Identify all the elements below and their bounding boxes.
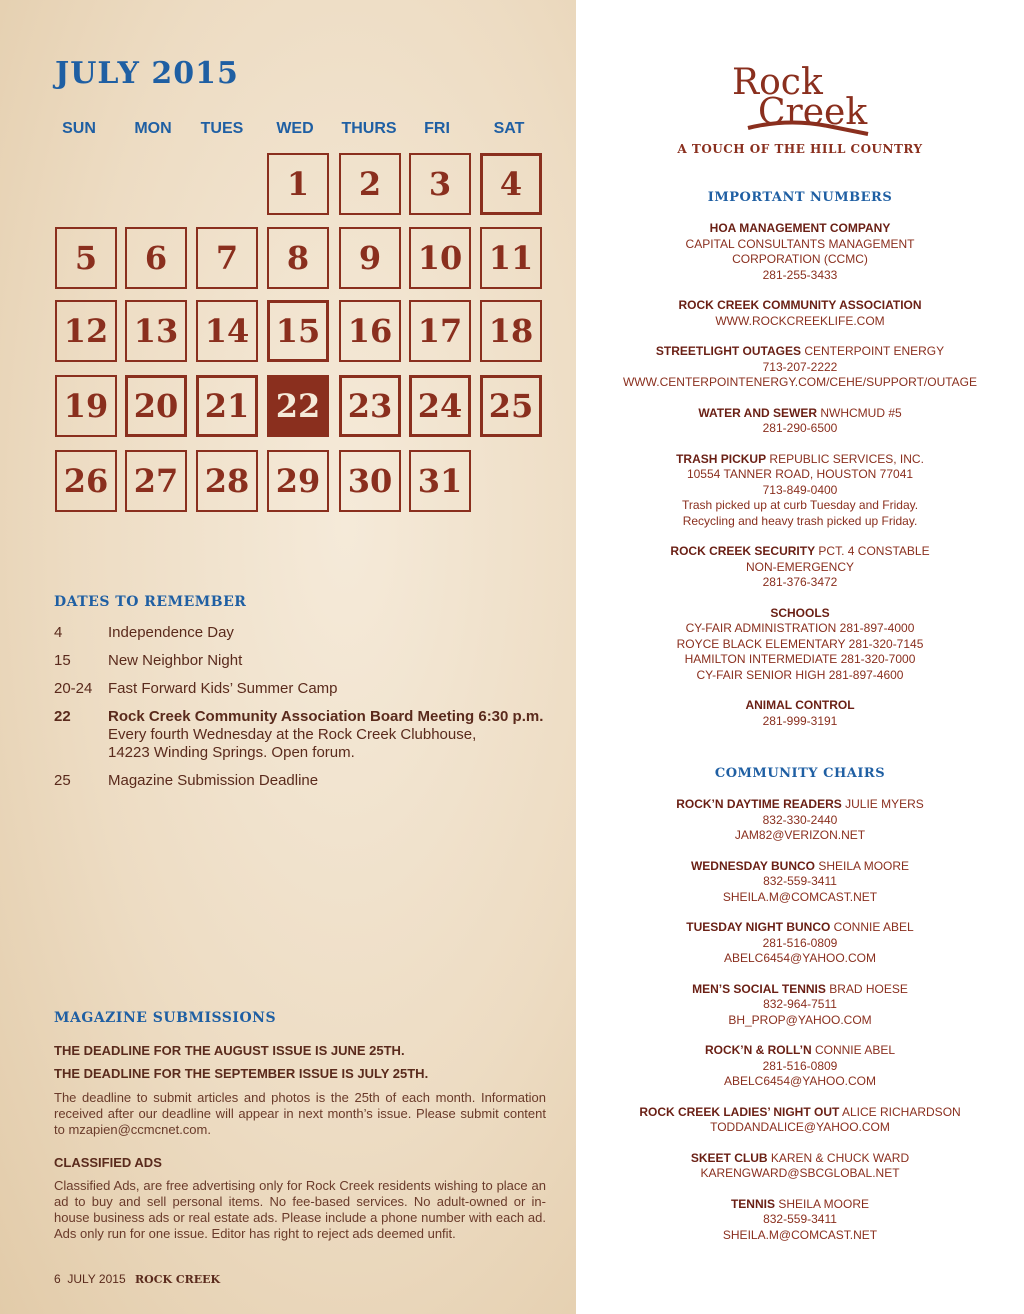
- contact-inline: CONNIE ABEL: [830, 920, 914, 934]
- contact-name: ANIMAL CONTROL: [745, 698, 855, 712]
- calendar-day-19: 19: [55, 375, 117, 437]
- contact-entry: [576, 406, 1024, 437]
- logo-tagline: A TOUCH OF THE HILL COUNTRY: [677, 142, 923, 156]
- calendar-day-1: 1: [267, 153, 329, 215]
- contact-entry: [576, 797, 1024, 844]
- calendar-day-13: 13: [125, 300, 187, 362]
- calendar-day-12: 12: [55, 300, 117, 362]
- calendar-day-7: 7: [196, 227, 258, 289]
- contact-entry: [576, 1151, 1024, 1182]
- contact-inline: BRAD HOESE: [825, 981, 908, 996]
- calendar-day-11: 11: [480, 227, 542, 289]
- classified-body: Classified Ads, are free advertising only for Rock Creek residents wishing to place an ad to buy and sell personal items. No fee-based services. No adult-owned or in-house business ads or real estate ads. Please include a phone number with each ad. Ads only run for one issue. Editor has right to reject ads deemed unfit.: [54, 1178, 546, 1241]
- contact-entry: [576, 544, 1024, 591]
- contact-inline: KAREN & CHUCK WARD: [767, 1150, 910, 1165]
- contact-entry: [576, 1197, 1024, 1244]
- contact-inline: SHEILA MOORE: [774, 1196, 870, 1211]
- contact-name: WATER AND SEWER: [698, 405, 817, 420]
- contact-inline: PCT. 4 CONSTABLE: [815, 544, 930, 558]
- community-chairs-heading: COMMUNITY CHAIRS: [714, 766, 886, 781]
- day-of-week-thurs: THURS: [341, 120, 397, 137]
- calendar-day-16: 16: [339, 300, 401, 362]
- contact-line: 832-559-3411: [763, 874, 837, 888]
- calendar-day-15: 15: [267, 300, 329, 362]
- calendar-day-24: 24: [409, 375, 471, 437]
- contact-name: ROCK CREEK LADIES’ NIGHT OUT: [639, 1104, 840, 1119]
- contact-entry: [576, 920, 1024, 967]
- date-item: [54, 772, 554, 790]
- date-number: 25: [54, 772, 71, 789]
- contact-name: ROCK’N & ROLL’N: [704, 1043, 812, 1057]
- contact-name: WEDNESDAY BUNCO: [690, 858, 815, 873]
- submissions-heading: MAGAZINE SUBMISSIONS: [54, 1010, 277, 1026]
- date-number: 20-24: [54, 680, 93, 697]
- day-of-week-sat: SAT: [493, 120, 525, 137]
- calendar-day-27: 27: [125, 450, 187, 512]
- contact-entry: [576, 698, 1024, 729]
- contact-line: CY-FAIR ADMINISTRATION 281-897-4000: [685, 621, 915, 635]
- calendar-day-3: 3: [409, 153, 471, 215]
- classified-heading: CLASSIFIED ADS: [54, 1155, 162, 1170]
- contact-name: ROCK CREEK SECURITY: [670, 544, 816, 558]
- contact-inline: ALICE RICHARDSON: [839, 1104, 961, 1119]
- date-detail: Every fourth Wednesday at the Rock Creek Clubhouse,: [108, 726, 477, 743]
- month-title: JULY 2015: [55, 56, 239, 91]
- calendar-day-17: 17: [409, 300, 471, 362]
- contact-name: ROCK CREEK COMMUNITY ASSOCIATION: [678, 298, 922, 312]
- calendar-day-5: 5: [55, 227, 117, 289]
- contact-line: ABELC6454@YAHOO.COM: [723, 951, 876, 965]
- contact-entry: [576, 298, 1024, 329]
- logo-line1: Rock: [732, 62, 823, 103]
- contact-line: 281-999-3191: [762, 713, 838, 728]
- contact-name: SCHOOLS: [770, 605, 830, 620]
- important-numbers-heading: IMPORTANT NUMBERS: [707, 190, 893, 205]
- august-deadline: THE DEADLINE FOR THE AUGUST ISSUE IS JUNE 25TH.: [54, 1043, 405, 1058]
- contact-line: 281-516-0809: [762, 1058, 838, 1073]
- calendar-day-2: 2: [339, 153, 401, 215]
- calendar-day-18: 18: [480, 300, 542, 362]
- rock-creek-logo: [718, 58, 878, 138]
- contact-line: ROYCE BLACK ELEMENTARY 281-320-7145: [676, 636, 924, 651]
- dates-heading: DATES TO REMEMBER: [54, 594, 247, 610]
- date-item: [54, 624, 554, 642]
- calendar-day-29: 29: [267, 450, 329, 512]
- contact-line: 281-516-0809: [762, 935, 838, 950]
- contact-inline: CENTERPOINT ENERGY: [800, 344, 945, 358]
- contact-line: CAPITAL CONSULTANTS MANAGEMENT: [685, 236, 915, 251]
- contact-entry: [576, 606, 1024, 684]
- date-number: 15: [54, 652, 71, 669]
- contact-entry: [576, 1043, 1024, 1090]
- date-item: [54, 708, 554, 762]
- contact-line: 713-849-0400: [762, 482, 838, 497]
- contact-line: SHEILA.M@COMCAST.NET: [722, 1227, 878, 1242]
- contact-inline: JULIE MYERS: [841, 797, 924, 811]
- calendar-day-4: 4: [480, 153, 542, 215]
- calendar-day-9: 9: [339, 227, 401, 289]
- contact-line: CORPORATION (CCMC): [732, 252, 868, 266]
- logo-line2: Creek: [758, 92, 868, 133]
- calendar-day-10: 10: [409, 227, 471, 289]
- contact-line: CY-FAIR SENIOR HIGH 281-897-4600: [696, 667, 904, 682]
- calendar-day-30: 30: [339, 450, 401, 512]
- date-detail: 14223 Winding Springs. Open forum.: [108, 744, 355, 761]
- calendar-day-20: 20: [125, 375, 187, 437]
- contact-entry: [576, 982, 1024, 1029]
- contact-line: Recycling and heavy trash picked up Friday.: [682, 513, 918, 528]
- contact-entry: [576, 859, 1024, 906]
- contact-line: 832-964-7511: [763, 997, 837, 1011]
- date-number: 4: [54, 624, 63, 641]
- contact-name: ROCK’N DAYTIME READERS: [676, 797, 842, 811]
- contact-inline: NWHCMUD #5: [817, 405, 902, 420]
- contact-entry: [576, 452, 1024, 530]
- calendar-day-25: 25: [480, 375, 542, 437]
- important-numbers-list: [576, 221, 1024, 744]
- submissions-body: The deadline to submit articles and photos is the 25th of each month. Information received after our deadline will appear in next month’s issue. Please submit content to mzapien@ccmcnet.com.: [54, 1090, 546, 1137]
- contact-name: SKEET CLUB: [690, 1150, 768, 1165]
- day-of-week-sun: SUN: [62, 120, 96, 137]
- day-of-week-mon: MON: [134, 120, 172, 137]
- contact-line: 281-290-6500: [762, 421, 838, 435]
- contact-name: TUESDAY NIGHT BUNCO: [686, 920, 831, 934]
- contact-line: SHEILA.M@COMCAST.NET: [722, 889, 878, 904]
- community-chairs-list: [576, 797, 1024, 1258]
- contact-line: WWW.ROCKCREEKLIFE.COM: [715, 313, 885, 328]
- contact-line: 832-559-3411: [763, 1212, 837, 1226]
- calendar-day-26: 26: [55, 450, 117, 512]
- contact-name: TENNIS: [730, 1196, 775, 1211]
- contact-name: TRASH PICKUP: [676, 451, 767, 466]
- calendar-day-31: 31: [409, 450, 471, 512]
- calendar-day-21: 21: [196, 375, 258, 437]
- date-description: Fast Forward Kids’ Summer Camp: [108, 680, 338, 697]
- contact-line: HAMILTON INTERMEDIATE 281-320-7000: [684, 652, 916, 666]
- date-item: [54, 652, 554, 670]
- page-footer: [54, 1272, 220, 1286]
- calendar-day-8: 8: [267, 227, 329, 289]
- contact-name: MEN’S SOCIAL TENNIS: [692, 981, 826, 996]
- day-of-week-fri: FRI: [424, 120, 450, 137]
- footer-brand: ROCK CREEK: [134, 1273, 221, 1286]
- calendar-day-6: 6: [125, 227, 187, 289]
- day-of-week-tues: TUES: [200, 120, 244, 137]
- contact-entry: [576, 221, 1024, 283]
- contact-inline: CONNIE ABEL: [811, 1043, 896, 1057]
- contact-line: BH_PROP@YAHOO.COM: [728, 1012, 872, 1027]
- september-deadline: THE DEADLINE FOR THE SEPTEMBER ISSUE IS JULY 25TH.: [54, 1066, 429, 1081]
- date-number: 22: [54, 708, 71, 725]
- calendar-day-22: 22: [267, 375, 329, 437]
- contact-line: ABELC6454@YAHOO.COM: [723, 1074, 876, 1088]
- contact-line: NON-EMERGENCY: [745, 559, 854, 574]
- date-description: New Neighbor Night: [108, 652, 243, 669]
- dates-list: [54, 624, 554, 800]
- contact-name: HOA MANAGEMENT COMPANY: [709, 221, 891, 235]
- date-description: Independence Day: [108, 624, 234, 641]
- contact-entry: [576, 344, 1024, 391]
- contact-line: 10554 TANNER ROAD, HOUSTON 77041: [686, 467, 914, 481]
- contact-inline: REPUBLIC SERVICES, INC.: [766, 451, 924, 466]
- page-number: 6: [54, 1272, 61, 1286]
- day-of-week-wed: WED: [276, 120, 314, 137]
- contact-line: 281-255-3433: [762, 267, 838, 282]
- calendar-day-14: 14: [196, 300, 258, 362]
- contact-line: 281-376-3472: [762, 575, 838, 589]
- contact-name: STREETLIGHT OUTAGES: [655, 344, 801, 358]
- contact-line: WWW.CENTERPOINTENERGY.COM/CEHE/SUPPORT/OUTAGE: [622, 375, 978, 389]
- date-description: Magazine Submission Deadline: [108, 772, 319, 789]
- contact-line: KARENGWARD@SBCGLOBAL.NET: [700, 1166, 900, 1180]
- contact-entry: [576, 1105, 1024, 1136]
- contact-inline: SHEILA MOORE: [815, 858, 910, 873]
- footer-issue: JULY 2015: [67, 1272, 126, 1286]
- contact-line: 832-330-2440: [762, 812, 838, 827]
- calendar-day-23: 23: [339, 375, 401, 437]
- contact-line: Trash picked up at curb Tuesday and Friday.: [681, 498, 919, 512]
- contact-line: 713-207-2222: [762, 359, 838, 374]
- contact-line: JAM82@VERIZON.NET: [734, 828, 866, 842]
- date-description: Rock Creek Community Association Board Meeting 6:30 p.m.: [108, 708, 544, 725]
- contact-line: TODDANDALICE@YAHOO.COM: [710, 1120, 890, 1134]
- date-item: [54, 680, 554, 698]
- calendar-day-28: 28: [196, 450, 258, 512]
